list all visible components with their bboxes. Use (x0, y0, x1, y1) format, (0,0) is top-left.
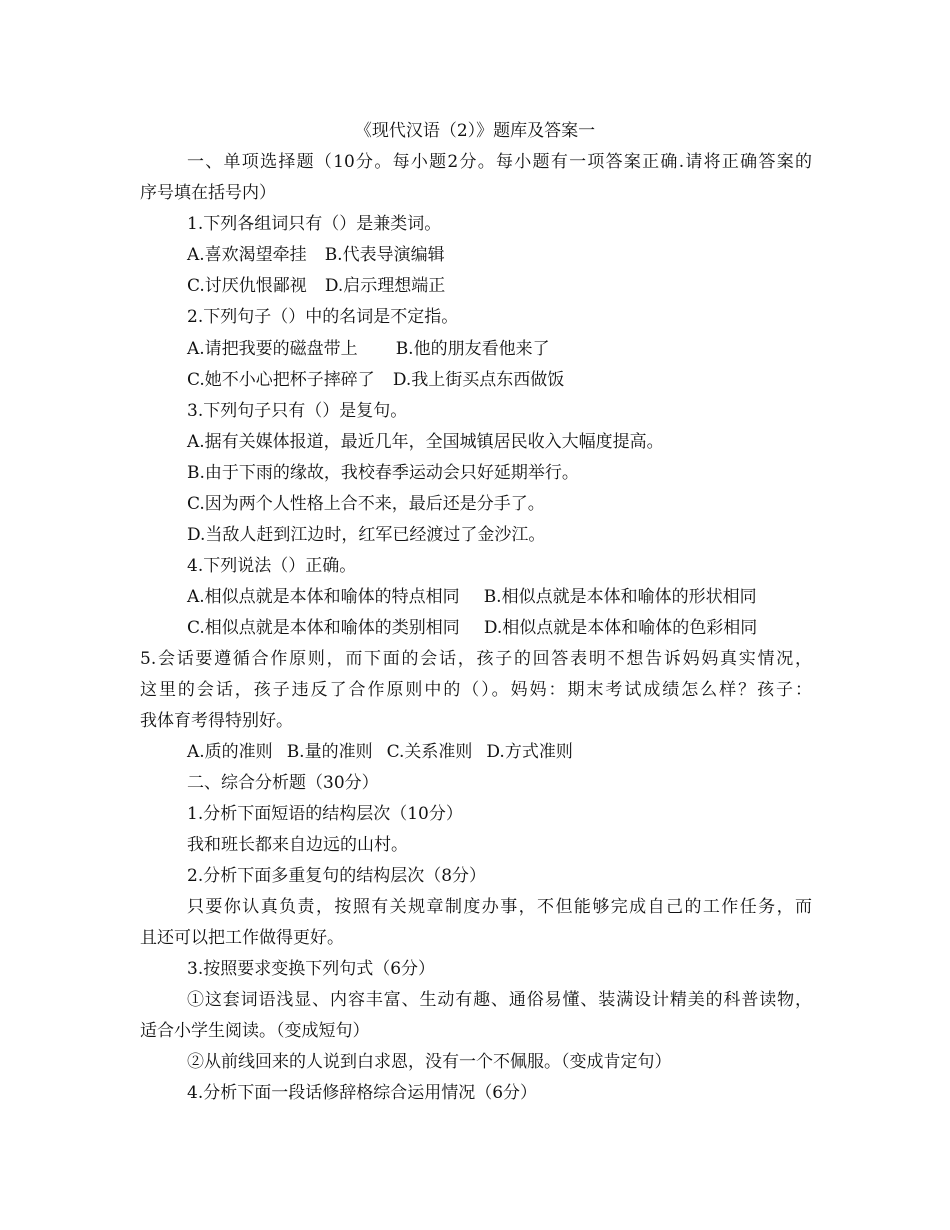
q1-options-row2 (187, 274, 812, 298)
q4-option-d: D.相似点就是本体和喻体的色彩相同 (483, 618, 758, 638)
q1-option-a: A.喜欢渴望牵挂 (187, 245, 307, 265)
q4-option-c: C.相似点就是本体和喻体的类别相同 (187, 618, 460, 638)
s2-q4-stem: 4.分析下面一段话修辞格综合运用情况（6分） (187, 1083, 538, 1103)
section1-heading: 一、单项选择题（10分。每小题2分。每小题有一项答案正确.请将正确答案的 (187, 152, 812, 172)
q2-stem: 2.下列句子（）中的名词是不定指。 (187, 307, 459, 327)
q5-option-b: B.量的准则 (286, 742, 373, 762)
s2-q1-stem: 1.分析下面短语的结构层次（10分） (187, 804, 463, 824)
s2-q3-stem: 3.按照要求变换下列句式（6分） (187, 959, 436, 979)
q5-stem-line2: 这里的会话，孩子违反了合作原则中的（）。妈妈：期末考试成绩怎么样？孩子： (140, 680, 812, 700)
q4-option-a: A.相似点就是本体和喻体的特点相同 (187, 587, 460, 607)
q4-stem: 4.下列说法（）正确。 (187, 556, 357, 576)
q1-option-d: D.启示理想端正 (324, 276, 446, 296)
q3-option-d: D.当敌人赶到江边时，红军已经渡过了金沙江。 (187, 525, 546, 545)
q5-option-c: C.关系准则 (386, 742, 473, 762)
section1-heading-cont: 序号填在括号内） (140, 183, 276, 203)
q3-option-a: A.据有关媒体报道，最近几年，全国城镇居民收入大幅度提高。 (187, 432, 664, 452)
q2-option-b: B.他的朋友看他来了 (395, 339, 550, 359)
q1-options-row1 (187, 243, 812, 267)
q5-stem-line1: 5.会话要遵循合作原则，而下面的会话，孩子的回答表明不想告诉妈妈真实情况， (140, 649, 812, 669)
q4-options-row2 (187, 616, 812, 640)
document-title: 《现代汉语（2）》题库及答案一 (354, 121, 596, 141)
q4-options-row1 (187, 585, 812, 609)
q1-stem: 1.下列各组词只有（）是兼类词。 (187, 214, 442, 234)
q5-option-a: A.质的准则 (187, 742, 273, 762)
section2-heading: 二、综合分析题（30分） (187, 773, 379, 793)
s2-q3-item2: ②从前线回来的人说到白求恩，没有一个不佩服。（变成肯定句） (187, 1052, 672, 1072)
q2-option-c: C.她不小心把杯子摔碎了 (187, 370, 375, 390)
q2-options-row2 (187, 368, 812, 392)
s2-q2-text-line1: 只要你认真负责，按照有关规章制度办事，不但能够完成自己的工作任务，而 (187, 897, 812, 917)
q2-option-a: A.请把我要的磁盘带上 (187, 339, 358, 359)
q5-option-d: D.方式准则 (486, 742, 573, 762)
s2-q1-text: 我和班长都来自边远的山村。 (187, 835, 408, 855)
q1-option-c: C.讨厌仇恨鄙视 (187, 276, 307, 296)
q2-option-d: D.我上街买点东西做饭 (392, 370, 565, 390)
q1-option-b: B.代表导演编辑 (324, 245, 445, 265)
q3-stem: 3.下列句子只有（）是复句。 (187, 401, 408, 421)
q5-stem-line3: 我体育考得特别好。 (140, 711, 293, 731)
s2-q3-item1-line1: ①这套词语浅显、内容丰富、生动有趣、通俗易懂、装满设计精美的科普读物， (187, 990, 812, 1010)
q3-option-b: B.由于下雨的缘故，我校春季运动会只好延期举行。 (187, 463, 579, 483)
s2-q2-text-line2: 且还可以把工作做得更好。 (140, 928, 344, 948)
q3-option-c: C.因为两个人性格上合不来，最后还是分手了。 (187, 494, 545, 514)
s2-q3-item1-line2: 适合小学生阅读。（变成短句） (140, 1021, 370, 1041)
s2-q2-stem: 2.分析下面多重复句的结构层次（8分） (187, 866, 487, 886)
q5-options (187, 740, 812, 764)
q2-options-row1 (187, 337, 812, 361)
q4-option-b: B.相似点就是本体和喻体的形状相同 (483, 587, 757, 607)
